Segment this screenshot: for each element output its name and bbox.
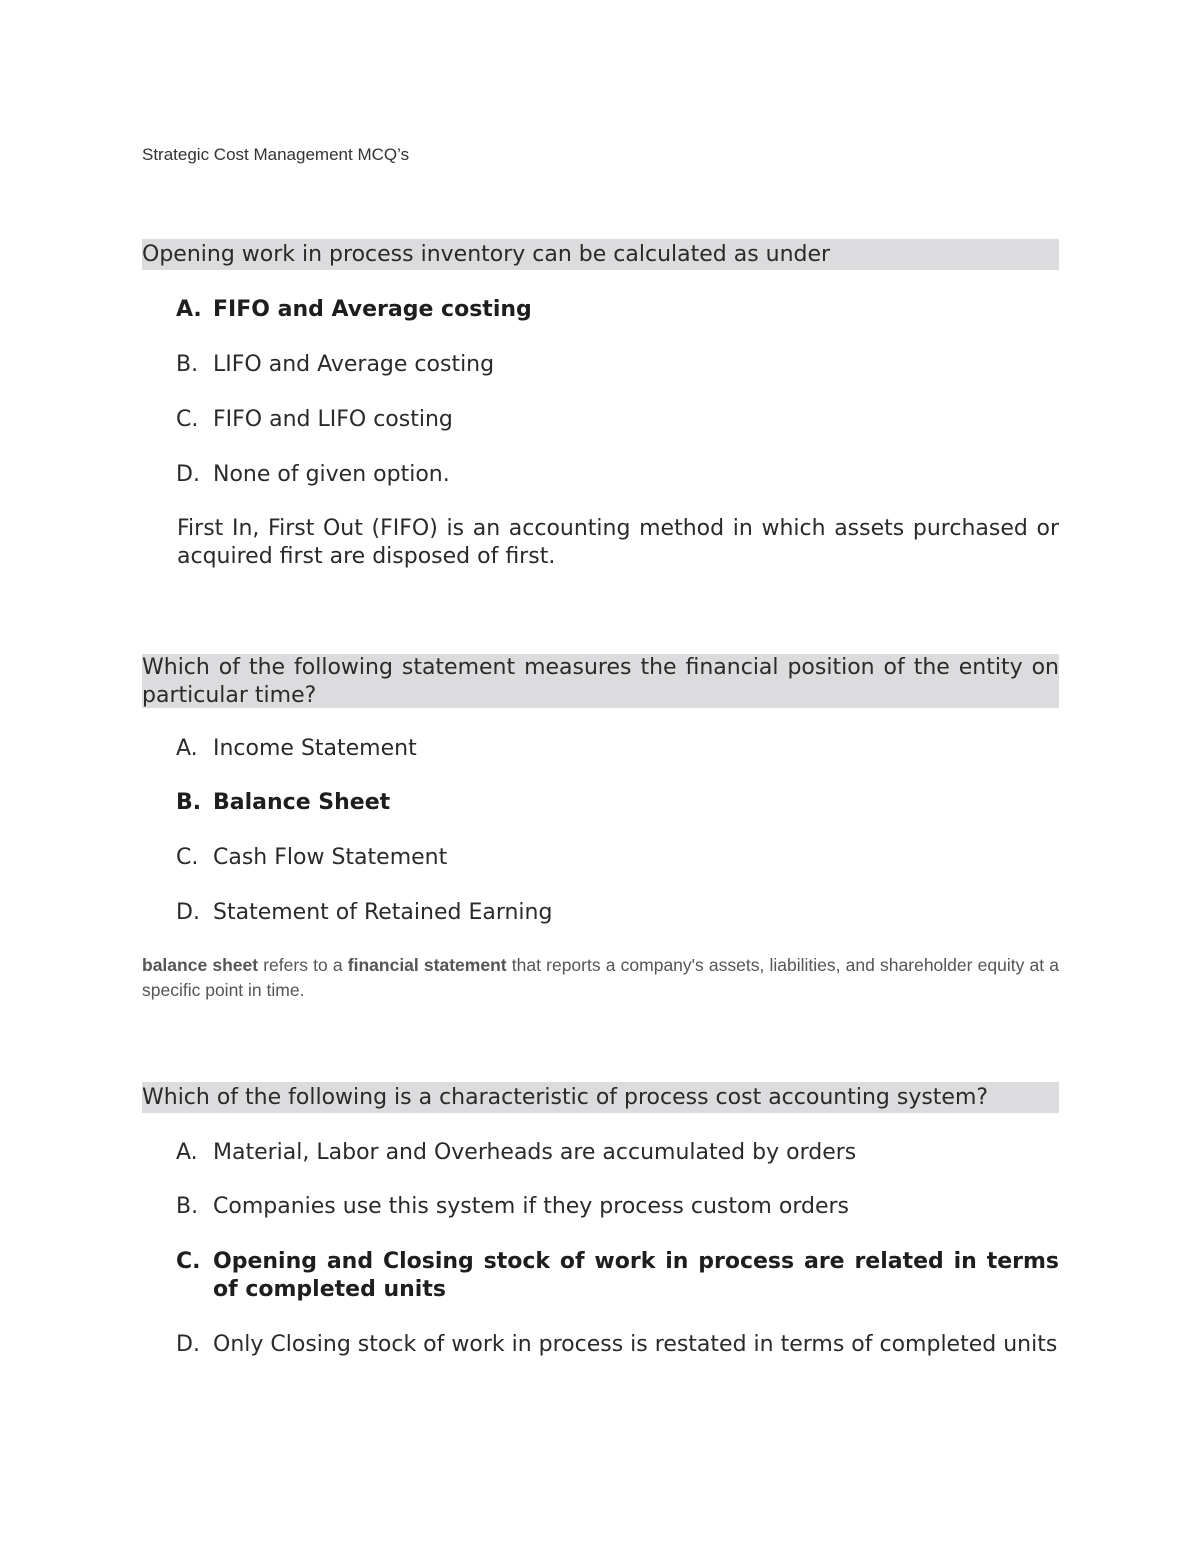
question-1: Opening work in process inventory can be calculated as under xyxy=(142,239,1059,270)
explanation-text: refers to a xyxy=(258,955,348,975)
option-text: None of given option. xyxy=(213,462,450,487)
option-letter: C. xyxy=(176,407,199,432)
option-text: Only Closing stock of work in process is restated in terms of completed units xyxy=(213,1332,1058,1357)
option-text: Statement of Retained Earning xyxy=(213,900,553,925)
option-letter: B. xyxy=(176,790,202,815)
q2-explanation xyxy=(142,953,1059,1003)
term-balance-sheet: balance sheet xyxy=(142,955,259,975)
option-text: FIFO and Average costing xyxy=(213,297,532,322)
q3-option-d xyxy=(176,1331,1059,1359)
document-title: Strategic Cost Management MCQ’s xyxy=(142,145,410,164)
q1-option-d xyxy=(176,461,1059,489)
q3-option-b xyxy=(176,1193,1059,1221)
option-letter: B. xyxy=(176,352,199,377)
option-letter: D. xyxy=(176,1332,200,1357)
question-3: Which of the following is a characteristic of process cost accounting system? xyxy=(142,1082,1059,1113)
option-text: Balance Sheet xyxy=(213,790,391,815)
q1-explanation: First In, First Out (FIFO) is an accounting method in which assets purchased or acquired first are disposed of first. xyxy=(177,516,1059,569)
term-financial-statement: financial statement xyxy=(347,955,507,975)
q2-option-d xyxy=(176,899,1059,927)
option-text: Cash Flow Statement xyxy=(213,845,448,870)
option-text: LIFO and Average costing xyxy=(213,352,495,377)
q2-option-b xyxy=(176,789,1059,817)
option-text: Income Statement xyxy=(213,736,417,761)
q1-option-a xyxy=(176,296,1059,324)
option-letter: A. xyxy=(176,736,198,761)
option-letter: B. xyxy=(176,1194,199,1219)
q1-option-c xyxy=(176,406,1059,434)
q1-option-b xyxy=(176,351,1059,379)
question-2: Which of the following statement measures the financial position of the entity on particular time? xyxy=(142,655,1059,708)
option-text: Opening and Closing stock of work in process are related in terms of completed units xyxy=(213,1249,1059,1302)
option-text: Material, Labor and Overheads are accumulated by orders xyxy=(213,1140,857,1165)
option-letter: A. xyxy=(176,297,202,322)
explanation-text: that reports a company's assets, liabilities, and shareholder equity at a specific point in time. xyxy=(142,955,1059,1000)
option-letter: D. xyxy=(176,462,200,487)
q2-option-a xyxy=(176,735,1059,763)
q2-option-c xyxy=(176,844,1059,872)
option-text: Companies use this system if they process custom orders xyxy=(213,1194,849,1219)
option-letter: C. xyxy=(176,845,199,870)
q3-option-a xyxy=(176,1139,1059,1167)
option-letter: C. xyxy=(176,1249,201,1274)
option-letter: A. xyxy=(176,1140,198,1165)
option-letter: D. xyxy=(176,900,200,925)
option-text: FIFO and LIFO costing xyxy=(213,407,453,432)
q3-option-c xyxy=(176,1248,1059,1304)
